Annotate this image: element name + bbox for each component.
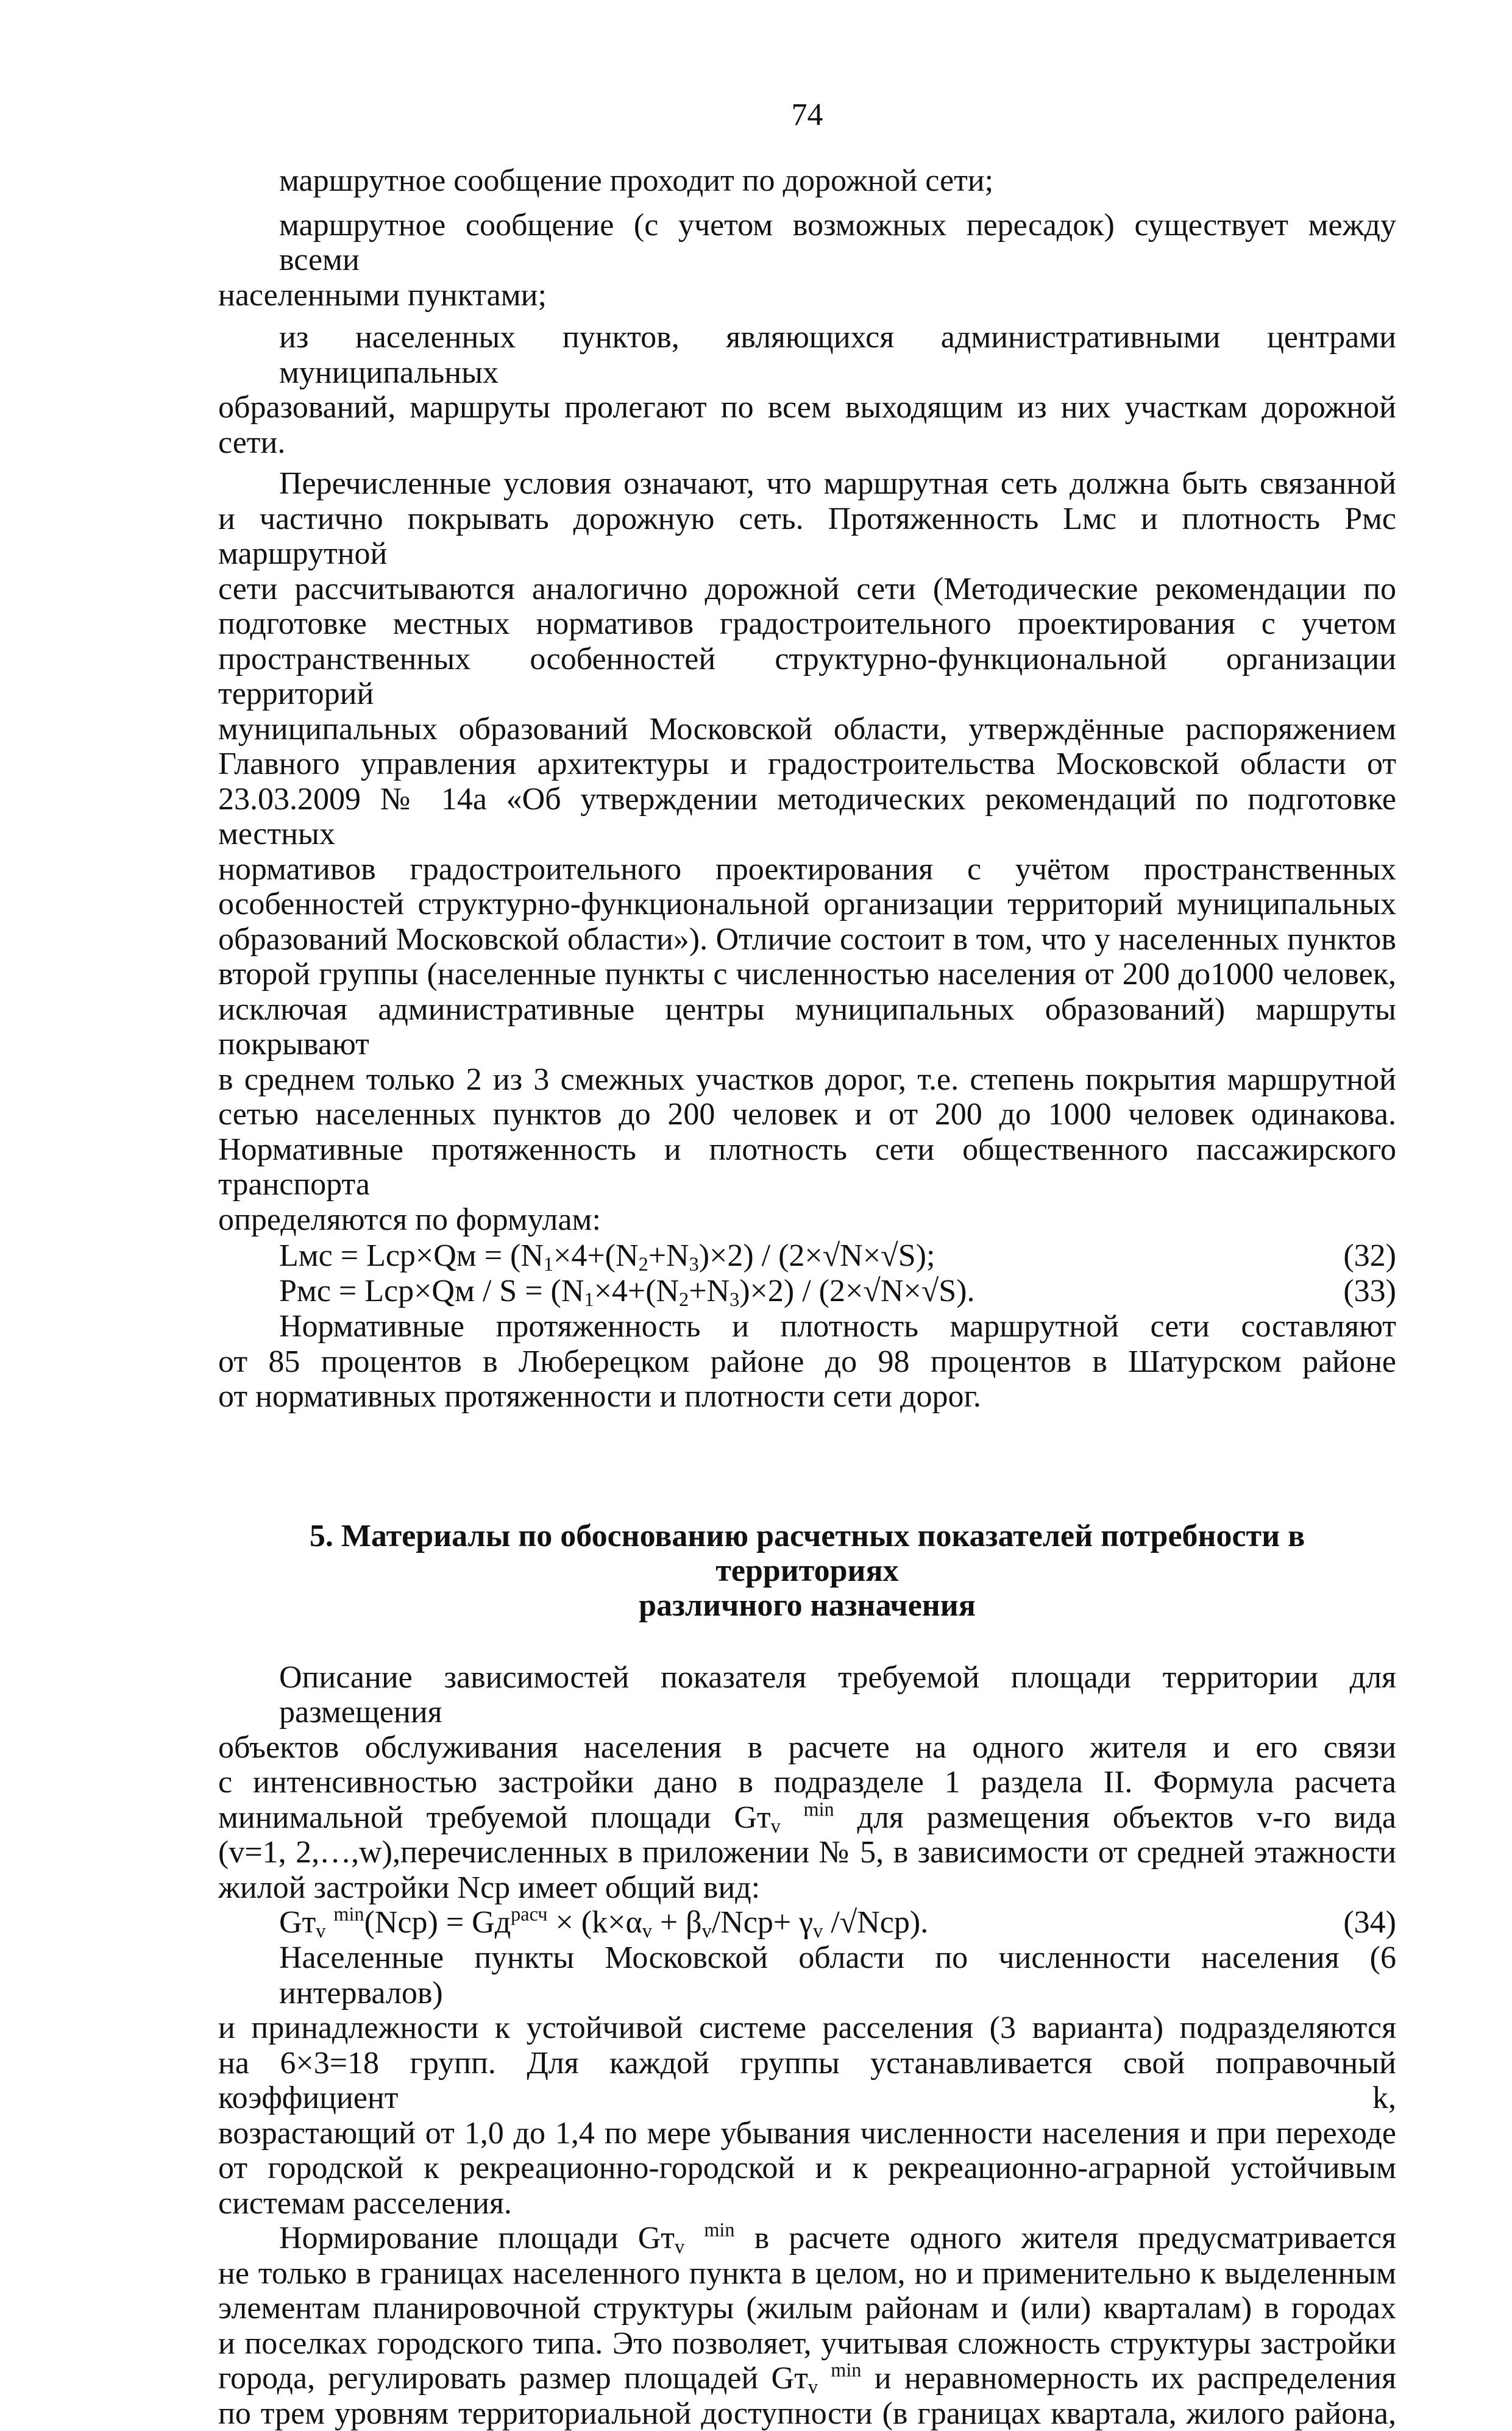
paragraph-settlement-groups	[218, 1940, 1396, 2221]
text-fragment: минимальной требуемой площади Gт	[218, 1800, 771, 1835]
text-fragment: v	[642, 1920, 652, 1942]
text-fragment: 23.03.2009 № 14а «Об утверждении методических рекомендаций по подготовке местных	[218, 782, 1396, 852]
text-line	[218, 1940, 1396, 2010]
text-fragment: )×2) / (2×√N×√S);	[699, 1238, 935, 1273]
text-line	[218, 466, 1396, 502]
text-fragment: 3	[689, 1253, 699, 1275]
text-fragment: и частично покрывать дорожную сеть. Протяженность Lмс и плотность Pмс маршрутной	[218, 502, 1396, 572]
formula-34	[218, 1905, 1396, 1940]
formula-number: (33)	[1343, 1274, 1396, 1309]
text-fragment: v	[675, 2235, 684, 2257]
paragraph-area-rationing	[218, 2221, 1396, 2431]
formula-body	[279, 1238, 935, 1274]
text-fragment: в расчете одного жителя предусматривается	[734, 2221, 1396, 2255]
text-fragment: 3	[729, 1288, 739, 1310]
text-fragment: возрастающий от 1,0 до 1,4 по мере убывания численности населения и при переходе	[218, 2116, 1396, 2151]
formula-32	[218, 1238, 1396, 1274]
text-fragment: особенностей структурно-функциональной организации территорий муниципальных	[218, 887, 1396, 921]
text-line	[218, 1132, 1396, 1202]
text-fragment: системам расселения.	[218, 2186, 512, 2221]
text-fragment	[325, 1905, 333, 1940]
text-fragment: +N	[689, 1274, 729, 1308]
text-line	[218, 163, 1396, 199]
text-fragment: подготовке местных нормативов градостроительного проектирования с учетом	[218, 606, 1396, 641]
paragraph-admin-centers	[218, 320, 1396, 460]
text-fragment	[781, 1800, 804, 1835]
text-fragment: для размещения объектов v-го вида	[834, 1800, 1396, 1835]
text-line	[218, 2186, 1396, 2221]
text-line	[218, 2361, 1396, 2396]
text-fragment: исключая административные центры муниципальных образований) маршруты покрывают	[218, 992, 1396, 1062]
text-fragment: Нормативные протяженность и плотность сети общественного пассажирского транспорта	[218, 1132, 1396, 1202]
text-fragment: /√Nср).	[823, 1905, 928, 1940]
paragraph-route-network-conditions	[218, 466, 1396, 1237]
text-line	[218, 502, 1396, 572]
text-line	[218, 2396, 1396, 2431]
text-fragment: 2	[679, 1288, 689, 1310]
text-line	[218, 852, 1396, 887]
text-fragment: Населенные пункты Московской области по численности населения (6 интервалов)	[279, 1940, 1396, 2010]
text-line	[218, 320, 1396, 390]
text-fragment: Gт	[279, 1905, 316, 1940]
text-fragment: из населенных пунктов, являющихся административными центрами муниципальных	[279, 320, 1396, 390]
text-line	[218, 2151, 1396, 2186]
paragraph-route-between-settlements	[218, 208, 1396, 313]
text-fragment: расч	[511, 1903, 547, 1925]
formula-number: (32)	[1343, 1238, 1396, 1274]
text-fragment: v	[771, 1815, 781, 1837]
text-fragment: +N	[648, 1238, 689, 1273]
text-line	[218, 390, 1396, 460]
text-fragment: Pмс = Lср×Qм / S = (N	[279, 1274, 584, 1308]
text-line	[218, 208, 1396, 278]
text-fragment: v	[813, 1920, 823, 1942]
text-line	[218, 782, 1396, 852]
section-heading-line2: различного назначения	[218, 1588, 1396, 1623]
text-line	[218, 887, 1396, 922]
text-fragment: 2	[639, 1253, 648, 1275]
text-fragment: и принадлежности к устойчивой системе расселения (3 варианта) подразделяются	[218, 2010, 1396, 2045]
text-line	[218, 1344, 1396, 1380]
text-line	[218, 1765, 1396, 1800]
text-line	[218, 2116, 1396, 2151]
text-line	[218, 1870, 1396, 1906]
text-fragment: муниципальных образований Московской области, утверждённые распоряжением	[218, 712, 1396, 747]
text-fragment	[684, 2221, 704, 2255]
page-number: 74	[218, 98, 1396, 133]
text-line	[218, 1835, 1396, 1870]
text-fragment: маршрутное сообщение (с учетом возможных пересадок) существует между всеми	[279, 208, 1396, 278]
text-line	[218, 2326, 1396, 2362]
text-fragment: × (k×α	[547, 1905, 642, 1940]
text-fragment: сети рассчитываются аналогично дорожной сети (Методические рекомендации по	[218, 572, 1396, 606]
text-fragment: Перечисленные условия означают, что маршрутная сеть должна быть связанной	[279, 466, 1396, 501]
formula-body	[279, 1274, 974, 1309]
text-line	[218, 2046, 1396, 2116]
text-fragment: )×2) / (2×√N×√S).	[739, 1274, 974, 1308]
text-fragment: определяются по формулам:	[218, 1202, 601, 1237]
text-fragment: Главного управления архитектуры и градостроительства Московской области от	[218, 747, 1396, 781]
text-line	[218, 606, 1396, 642]
text-fragment: min	[704, 2219, 734, 2241]
text-fragment: нормативов градостроительного проектирования с учётом пространственных	[218, 852, 1396, 887]
text-line	[218, 1202, 1396, 1238]
text-fragment: min	[804, 1798, 834, 1820]
text-fragment: (v=1, 2,…,w),перечисленных в приложении № 5, в зависимости от средней этажности	[218, 1835, 1396, 1870]
text-line	[218, 2010, 1396, 2046]
text-fragment: образований, маршруты пролегают по всем выходящим из них участкам дорожной сети.	[218, 390, 1396, 460]
paragraph-route-on-roads	[218, 163, 1396, 199]
text-line	[218, 2221, 1396, 2256]
formula-number: (34)	[1343, 1905, 1396, 1940]
text-fragment: города, регулировать размер площадей Gт	[218, 2361, 808, 2396]
page-content	[218, 98, 1396, 2431]
text-fragment: и поселках городского типа. Это позволяет, учитывая сложность структуры застройки	[218, 2326, 1396, 2361]
text-fragment: от нормативных протяженности и плотности сети дорог.	[218, 1379, 981, 1414]
text-fragment: маршрутное сообщение проходит по дорожной сети;	[279, 163, 993, 198]
formula-33	[218, 1274, 1396, 1309]
paragraph-area-description	[218, 1660, 1396, 1906]
text-fragment: Lмс = Lср×Qм = (N	[279, 1238, 544, 1273]
text-fragment: Нормативные протяженность и плотность маршрутной сети составляют	[279, 1309, 1396, 1344]
text-fragment: от городской к рекреационно-городской и к рекреационно-аграрной устойчивым	[218, 2151, 1396, 2185]
text-line	[218, 957, 1396, 992]
text-fragment: сетью населенных пунктов до 200 человек и от 200 до 1000 человек одинакова.	[218, 1097, 1396, 1132]
text-fragment: от 85 процентов в Люберецком районе до 98 процентов в Шатурском районе	[218, 1344, 1396, 1379]
text-fragment: + β	[652, 1905, 702, 1940]
text-line	[218, 1800, 1396, 1836]
text-fragment: пространственных особенностей структурно-функциональной организации территорий	[218, 642, 1396, 712]
text-line	[218, 712, 1396, 747]
text-fragment: Нормирование площади Gт	[279, 2221, 675, 2255]
text-fragment: объектов обслуживания населения в расчете на одного жителя и его связи	[218, 1730, 1396, 1765]
text-line	[218, 572, 1396, 607]
text-fragment: на 6×3=18 групп. Для каждой группы устанавливается свой поправочный коэффициент k,	[218, 2046, 1396, 2116]
text-fragment: 1	[544, 1253, 553, 1275]
section-heading	[218, 1519, 1396, 1623]
text-fragment: с интенсивностью застройки дано в подразделе 1 раздела II. Формула расчета	[218, 1765, 1396, 1800]
text-fragment: 1	[584, 1288, 594, 1310]
text-fragment: (Nср) = Gд	[364, 1905, 511, 1940]
text-line	[218, 992, 1396, 1062]
text-line	[218, 278, 1396, 313]
text-fragment: в среднем только 2 из 3 смежных участков дорог, т.е. степень покрытия маршрутной	[218, 1062, 1396, 1097]
text-line	[218, 2256, 1396, 2291]
text-fragment: /Nср+ γ	[712, 1905, 813, 1940]
text-line	[218, 747, 1396, 782]
text-line	[218, 1660, 1396, 1730]
text-line	[218, 1379, 1396, 1414]
text-line	[218, 922, 1396, 957]
text-fragment: v	[316, 1920, 325, 1942]
text-line	[218, 1730, 1396, 1766]
formula-body	[279, 1905, 928, 1940]
text-fragment: жилой застройки Nср имеет общий вид:	[218, 1870, 760, 1905]
text-fragment: элементам планировочной структуры (жилым районам и (или) кварталам) в городах	[218, 2291, 1396, 2326]
text-fragment	[818, 2361, 831, 2396]
text-fragment: ×4+(N	[553, 1238, 639, 1273]
text-fragment: второй группы (населенные пункты с численностью населения от 200 до1000 человек,	[218, 957, 1396, 992]
text-fragment: v	[808, 2376, 818, 2397]
text-fragment: по трем уровням территориальной доступности (в границах квартала, жилого района,	[218, 2396, 1396, 2431]
text-fragment: min	[831, 2359, 861, 2381]
text-fragment: и неравномерность их распределения	[861, 2361, 1396, 2396]
text-fragment: не только в границах населенного пункта в целом, но и применительно к выделенным	[218, 2256, 1396, 2291]
text-fragment: ×4+(N	[594, 1274, 680, 1308]
text-fragment: Описание зависимостей показателя требуемой площади территории для размещения	[279, 1660, 1396, 1730]
text-line	[218, 1062, 1396, 1098]
text-line	[218, 1309, 1396, 1344]
text-line	[218, 642, 1396, 712]
text-fragment: min	[333, 1903, 364, 1925]
section-heading-line1: 5. Материалы по обоснованию расчетных показателей потребности в территориях	[218, 1519, 1396, 1588]
text-fragment: образований Московской области»). Отличие состоит в том, что у населенных пунктов	[218, 922, 1396, 957]
text-fragment: населенными пунктами;	[218, 278, 547, 313]
text-line	[218, 2291, 1396, 2326]
text-line	[218, 1097, 1396, 1132]
text-fragment: v	[702, 1920, 712, 1942]
paragraph-normative-length	[218, 1309, 1396, 1414]
